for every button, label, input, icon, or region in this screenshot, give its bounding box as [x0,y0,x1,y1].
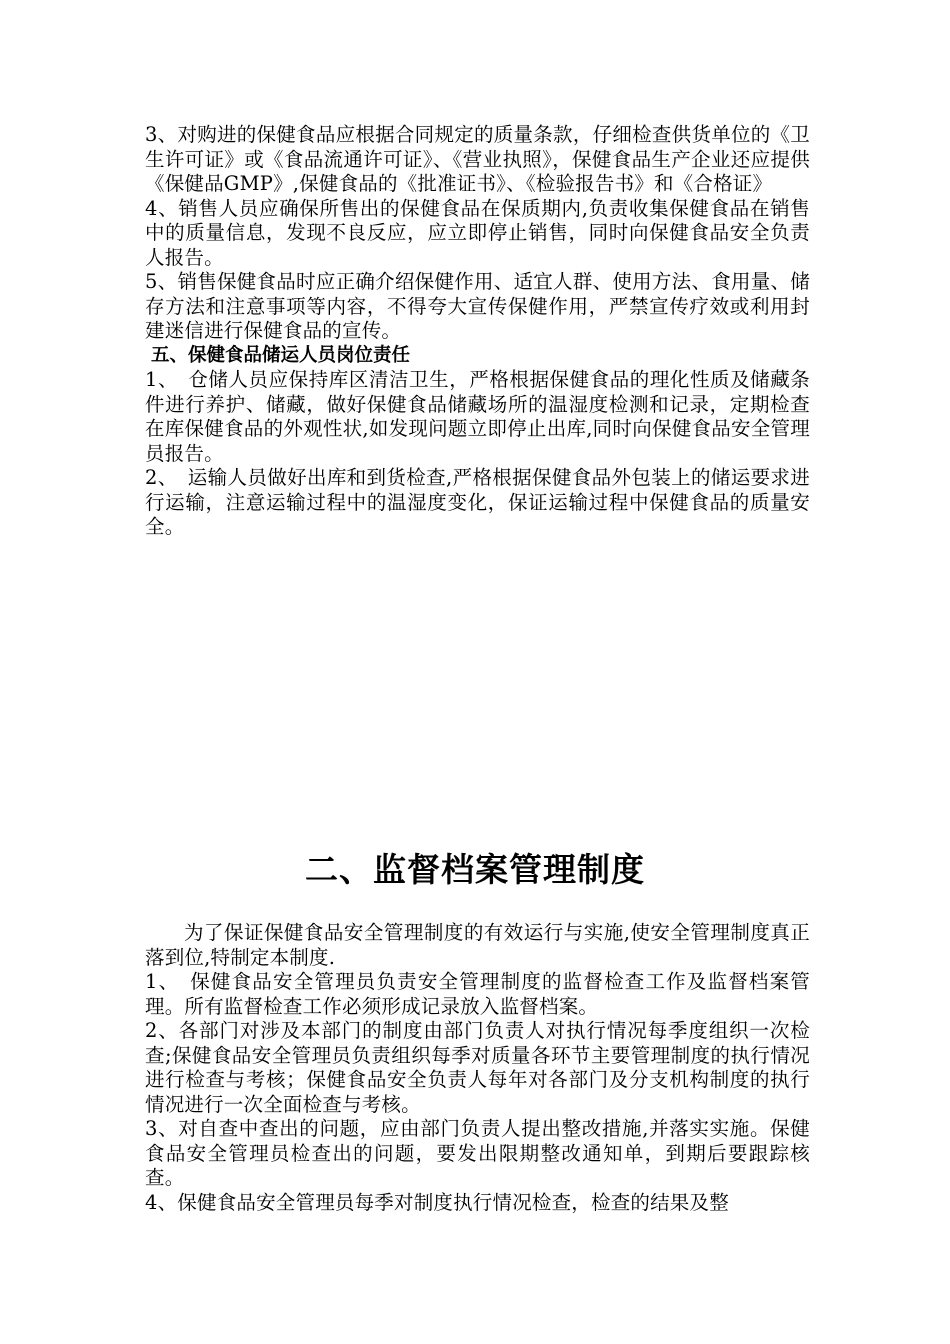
heading-storage-duties: 五、保健食品储运人员岗位责任 [151,344,411,366]
paragraph-item-5: 5、销售保健食品时应正确介绍保健作用、适宜人群、使用方法、食用量、储存方法和注意事项等内容，不得夸大宣传保健作用，严禁宣传疗效或利用封建迷信进行保健食品的宣传。 [145,270,810,342]
supervision-item-2: 2、各部门对涉及本部门的制度由部门负责人对执行情况每季度组织一次检查;保健食品安全管理员负责组织每季对质量各环节主要管理制度的执行情况进行检查与考核；保健食品安全负责人每年对各部门及分支机构制度的执行情况进行一次全面检查与考核。 [145,1019,810,1116]
section-2-intro: 为了保证保健食品安全管理制度的有效运行与实施,使安全管理制度真正落到位,特制定本制度. [145,921,810,969]
supervision-item-3: 3、对自查中查出的问题，应由部门负责人提出整改措施,并落实实施。保健食品安全管理员检查出的问题，要发出限期整改通知单，到期后要跟踪核查。 [145,1117,810,1189]
paragraph-item-4: 4、销售人员应确保所售出的保健食品在保质期内,负责收集保健食品在销售中的质量信息，发现不良反应，应立即停止销售，同时向保健食品安全负责人报告。 [145,196,810,269]
paragraph-item-3: 3、对购进的保健食品应根据合同规定的质量条款，仔细检查供货单位的《卫生许可证》或《食品流通许可证》、《营业执照》，保健食品生产企业还应提供《保健品GMP》,保健食品的《批准证书》、《检验报告书》和《合格证》 [145,123,810,195]
supervision-item-1: 1、 保健食品安全管理员负责安全管理制度的监督检查工作及监督档案管理。所有监督检查工作必须形成记录放入监督档案。 [145,970,810,1018]
section-2-title: 二、监督档案管理制度 [305,850,645,889]
section-1-body [145,123,810,540]
storage-item-1: 1、 仓储人员应保持库区清洁卫生，严格根据保健食品的理化性质及储藏条件进行养护、储藏，做好保健食品储藏场所的温湿度检测和记录，定期检查在库保健食品的外观性状,如发现问题立即停止出库,同时向保健食品安全管理员报告。 [145,368,810,465]
supervision-item-4: 4、保健食品安全管理员每季对制度执行情况检查，检查的结果及整 [145,1190,729,1214]
section-2-body [145,921,810,1215]
storage-item-2: 2、 运输人员做好出库和到货检查,严格根据保健食品外包装上的储运要求进行运输，注意运输过程中的温湿度变化，保证运输过程中保健食品的质量安全。 [145,466,810,538]
